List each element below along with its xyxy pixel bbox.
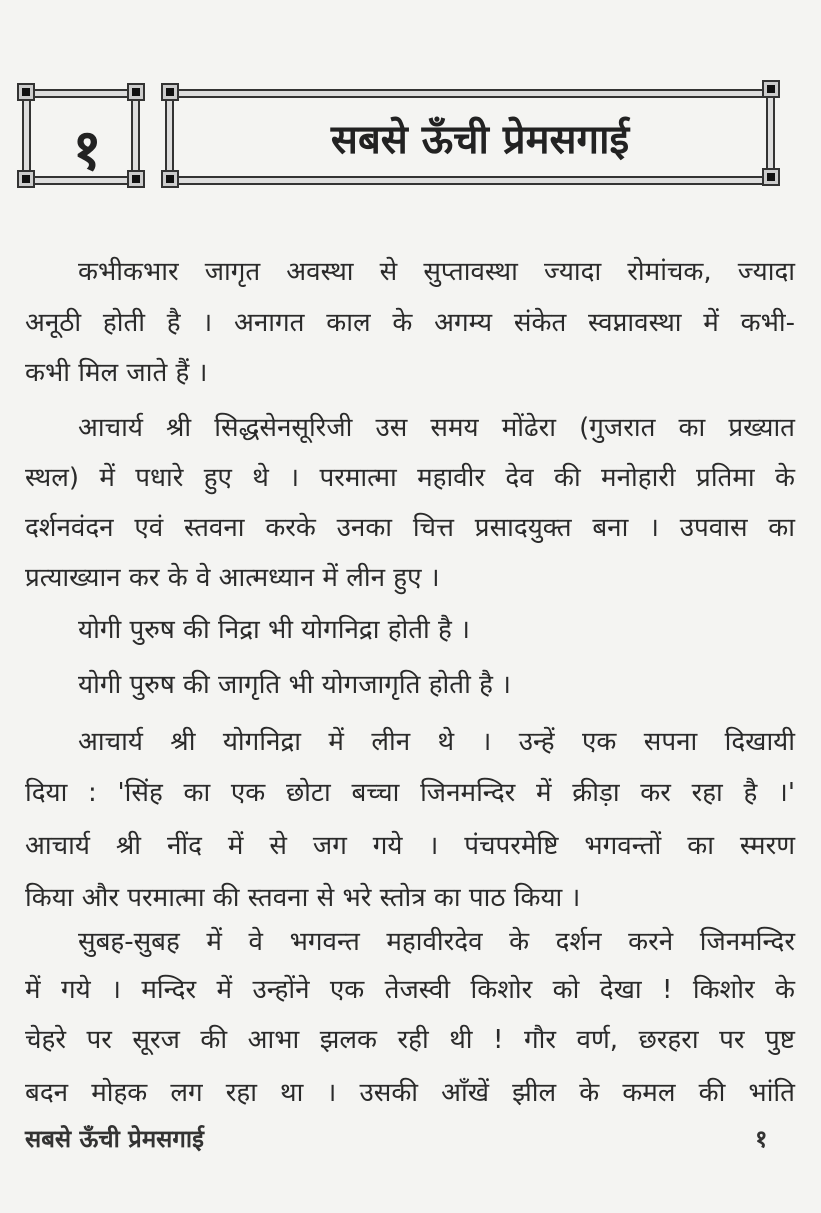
text-line: कभीकभार जागृत अवस्था से सुप्तावस्था ज्यादा रोमांचक, ज्यादा (78, 257, 795, 287)
frame-corner (17, 170, 35, 188)
text-line: में गये । मन्दिर में उन्होंने एक तेजस्वी किशोर को देखा ! किशोर के (25, 975, 795, 1005)
running-footer-title: सबसे ऊँची प्रेमसगाई (25, 1125, 204, 1153)
frame-corner (17, 83, 35, 101)
text-line: सुबह-सुबह में वे भगवन्त महावीरदेव के दर्शन करने जिनमन्दिर (78, 927, 795, 957)
frame-corner (762, 80, 780, 98)
frame-rule (165, 89, 777, 98)
text-line: योगी पुरुष की जागृति भी योगजागृति होती है । (78, 670, 512, 700)
text-line: दर्शनवंदन एवं स्तवना करके उनका चित्त प्रसादयुक्त बना । उपवास का (25, 513, 795, 543)
text-line: चेहरे पर सूरज की आभा झलक रही थी ! गौर वर्ण, छरहरा पर पुष्ट (25, 1025, 795, 1055)
frame-corner (161, 170, 179, 188)
frame-corner (127, 83, 145, 101)
text-line: किया और परमात्मा की स्तवना से भरे स्तोत्र का पाठ किया । (25, 883, 581, 913)
text-line: दिया : 'सिंह का एक छोटा बच्चा जिनमन्दिर में क्रीड़ा कर रहा है ।' (25, 778, 795, 808)
frame-rule (22, 92, 31, 182)
chapter-title: सबसे ऊँची प्रेमसगाई (330, 117, 630, 163)
text-line: आचार्य श्री नींद में से जग गये । पंचपरमेष्टि भगवन्तों का स्मरण (25, 831, 795, 861)
text-line: बदन मोहक लग रहा था । उसकी आँखें झील के कमल की भांति (25, 1078, 795, 1108)
frame-rule (165, 176, 777, 185)
frame-rule (131, 92, 140, 182)
frame-rule (22, 89, 144, 98)
text-line: अनूठी होती है । अनागत काल के अगम्य संकेत स्वप्नावस्था में कभी- (25, 308, 795, 338)
frame-rule (165, 92, 174, 182)
text-line: कभी मिल जाते हैं । (25, 358, 208, 388)
page-number: १ (755, 1125, 768, 1153)
text-line: स्थल) में पधारे हुए थे । परमात्मा महावीर देव की मनोहारी प्रतिमा के (25, 463, 795, 493)
text-line: आचार्य श्री योगनिद्रा में लीन थे । उन्हें एक सपना दिखायी (78, 727, 795, 757)
frame-corner (161, 83, 179, 101)
text-line: योगी पुरुष की निद्रा भी योगनिद्रा होती है । (78, 615, 470, 645)
frame-corner (762, 168, 780, 186)
text-line: आचार्य श्री सिद्धसेनसूरिजी उस समय मोंढेरा (गुजरात का प्रख्यात (78, 413, 795, 443)
text-line: प्रत्याख्यान कर के वे आत्मध्यान में लीन हुए । (25, 563, 440, 593)
chapter-number: १ (72, 118, 102, 183)
